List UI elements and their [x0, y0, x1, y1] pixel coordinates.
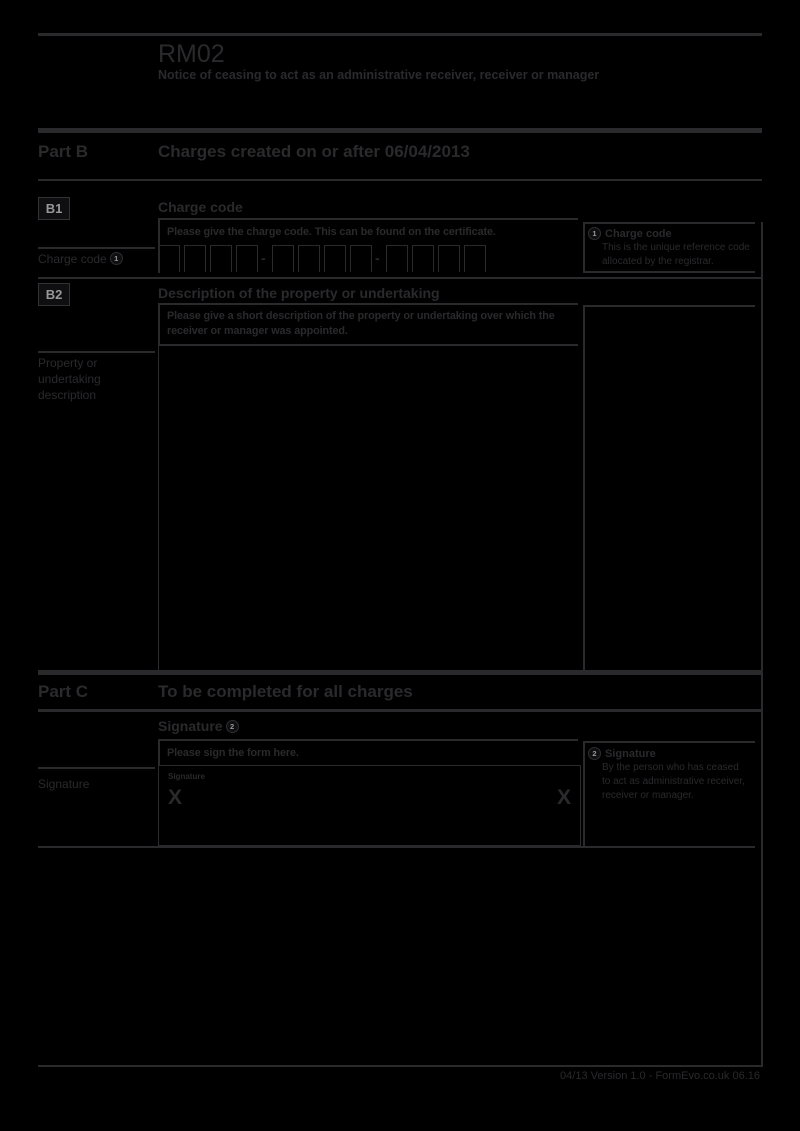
part-c-title: To be completed for all charges — [158, 682, 413, 701]
form-title: RM02 — [158, 40, 225, 68]
charge-code-cell[interactable] — [438, 245, 460, 272]
page-right-border — [761, 222, 763, 1067]
signature-note-ref-icon: 2 — [588, 747, 601, 760]
charge-code-cell[interactable] — [386, 245, 408, 272]
description-box[interactable] — [158, 344, 582, 670]
section-b2-badge-label: B2 — [45, 287, 63, 302]
signature-label-rule — [38, 767, 155, 769]
b2-hint-left-border — [158, 303, 160, 345]
signature-note-line: By the person who has ceased — [602, 762, 739, 773]
charge-code-label-rule — [38, 247, 155, 249]
part-b-label: Part B — [38, 142, 89, 161]
section-b1-badge-label: B1 — [45, 201, 63, 216]
charge-code-label-text: Charge code — [38, 252, 107, 266]
rule-part-c-top — [38, 670, 762, 675]
charge-code-cell[interactable] — [236, 245, 258, 272]
signature-x-left: X — [168, 786, 183, 809]
signature-note-top-border — [583, 741, 755, 743]
b1-note-line: This is the unique reference code — [602, 242, 750, 253]
b1-note-top-border — [583, 222, 755, 224]
signature-heading-ref-icon: 2 — [226, 720, 239, 733]
property-label-line: description — [38, 388, 97, 402]
signature-box-label: Signature — [168, 772, 205, 781]
rule-part-c-bottom — [38, 709, 762, 712]
b1-note-left-border — [583, 222, 585, 272]
rule-top — [38, 33, 762, 36]
signature-hint-left-border — [158, 739, 160, 766]
signature-note-line: receiver or manager. — [602, 790, 694, 801]
charge-code-dash: - — [375, 250, 380, 266]
rule-part-b-top — [38, 128, 762, 133]
b1-note-title — [588, 227, 672, 240]
b2-heading: Description of the property or undertaking — [158, 285, 440, 301]
signature-heading-text: Signature — [158, 718, 223, 734]
charge-code-note-ref-icon: 1 — [110, 252, 123, 265]
rule-b2-top — [38, 277, 762, 279]
property-label-line: Property or — [38, 356, 98, 370]
signature-hint-top-border — [158, 739, 578, 741]
footer-rule — [38, 1065, 762, 1067]
b1-note-ref-icon: 1 — [588, 227, 601, 240]
rule-part-b-bottom — [38, 179, 762, 181]
form-subtitle: Notice of ceasing to act as an administrative receiver, receiver or manager — [158, 68, 600, 82]
signature-section-bottom-rule — [38, 846, 755, 848]
charge-code-cell[interactable] — [350, 245, 372, 272]
signature-box[interactable] — [158, 765, 581, 846]
b2-hint-line: receiver or manager was appointed. — [167, 325, 348, 337]
signature-note-left-border — [583, 741, 585, 847]
charge-code-cell[interactable] — [158, 245, 180, 272]
property-label-line: undertaking — [38, 372, 101, 386]
part-c-label: Part C — [38, 682, 89, 701]
b2-note-left-border — [583, 305, 585, 670]
signature-note-title-text: Signature — [605, 748, 656, 760]
charge-code-cell[interactable] — [184, 245, 206, 272]
signature-x-right: X — [556, 786, 571, 809]
signature-label: Signature — [38, 777, 90, 791]
b1-hint: Please give the charge code. This can be found on the certificate. — [167, 226, 496, 238]
charge-code-cell[interactable] — [324, 245, 346, 272]
section-b2-badge — [38, 283, 70, 306]
b1-heading-underline — [158, 218, 578, 220]
section-b1-badge — [38, 197, 70, 220]
part-b-title: Charges created on or after 06/04/2013 — [158, 142, 470, 161]
property-label-rule — [38, 351, 155, 353]
b1-note-line: allocated by the registrar. — [602, 256, 714, 267]
signature-note-line: to act as administrative receiver, — [602, 776, 745, 787]
charge-code-label — [38, 252, 123, 266]
charge-code-cell[interactable] — [210, 245, 232, 272]
b2-heading-underline — [158, 303, 578, 305]
signature-hint: Please sign the form here. — [167, 747, 299, 759]
charge-code-cell[interactable] — [272, 245, 294, 272]
charge-code-cell[interactable] — [412, 245, 434, 272]
b1-note-bottom-border — [583, 271, 755, 273]
b1-note-title-text: Charge code — [605, 228, 672, 240]
b1-heading: Charge code — [158, 199, 243, 215]
b2-hint-line: Please give a short description of the property or undertaking over which the — [167, 310, 555, 322]
signature-note-title — [588, 747, 656, 760]
charge-code-cell[interactable] — [464, 245, 486, 272]
charge-code-cell[interactable] — [298, 245, 320, 272]
charge-code-dash: - — [261, 250, 266, 266]
signature-heading — [158, 718, 239, 734]
footer-version: 04/13 Version 1.0 - FormEvo.co.uk 06.16 — [560, 1070, 760, 1082]
b2-note-top-border — [583, 305, 755, 307]
